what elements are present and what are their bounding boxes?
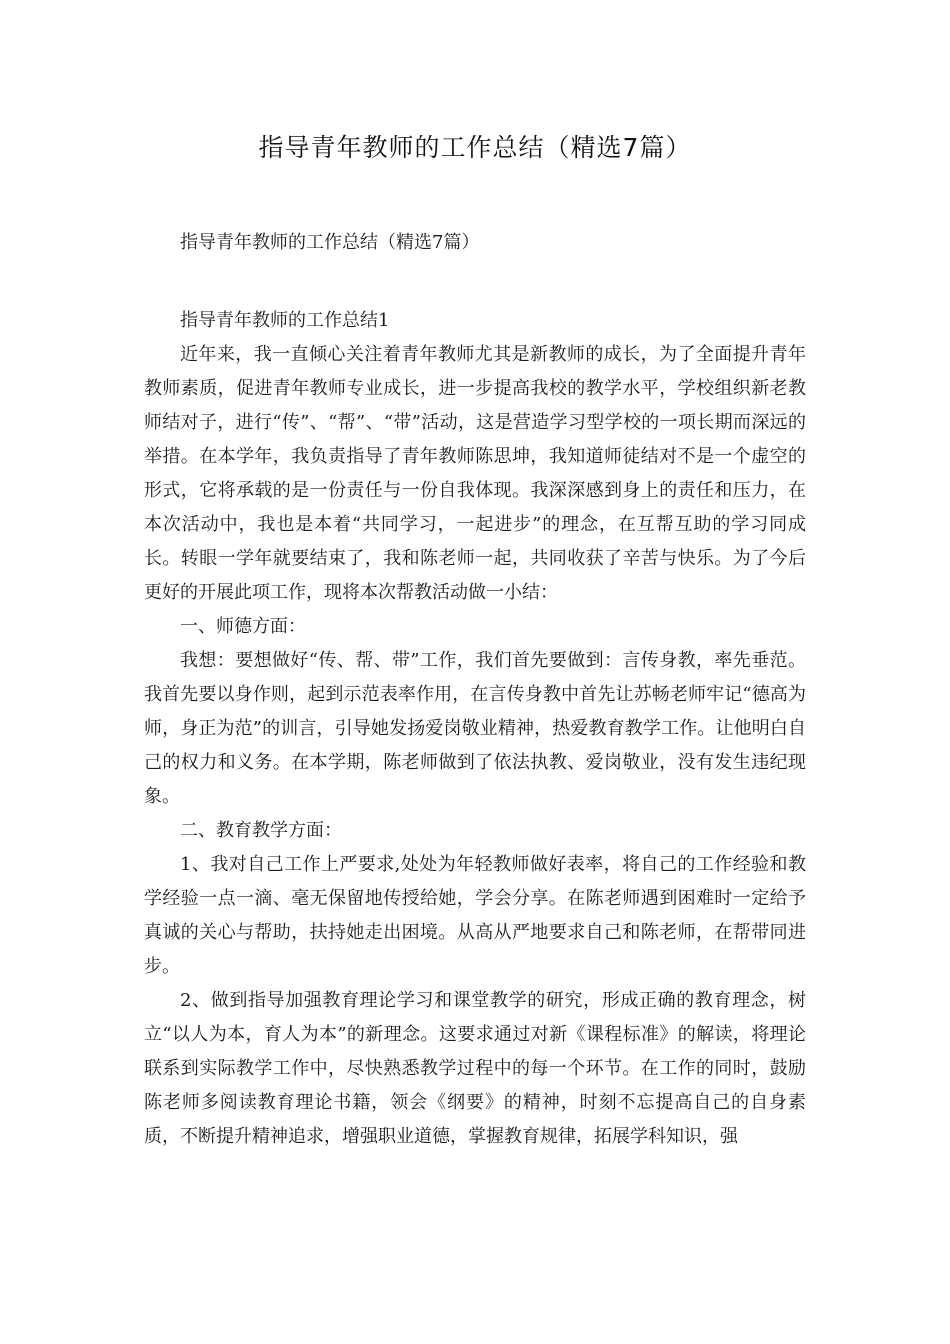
- heading-ethics: 一、师德方面：: [180, 616, 306, 637]
- document-subtitle-block: [144, 226, 806, 260]
- paragraph-teaching-2: 2、做到指导加强教育理论学习和课堂教学的研究，形成正确的教育理念，树立“以人为本，育人为本”的新理念。这要求通过对新《课程标准》的解读，将理论联系到实际教学工作中，尽快熟悉教学过程中的每一个环节。在工作的同时，鼓励陈老师多阅读教育理论书籍，领会《纲要》的精神，时刻不忘提高自己的自身素质，不断提升精神追求，增强职业道德，掌握教育规律，拓展学科知识，强: [144, 990, 806, 1147]
- section-heading: 指导青年教师的工作总结1: [180, 310, 390, 331]
- heading-teaching: 二、教育教学方面：: [180, 820, 342, 841]
- paragraph-ethics: 我想：要想做好“传、帮、带”工作，我们首先要做到：言传身教，率先垂范。我首先要以身作则，起到示范表率作用，在言传身教中首先让苏畅老师牢记“德高为师，身正为范”的训言，引导她发扬爱岗敬业精神，热爱教育教学工作。让他明白自己的权力和义务。在本学期，陈老师做到了依法执教、爱岗敬业，没有发生违纪现象。: [144, 650, 806, 807]
- section-1: [144, 304, 806, 1154]
- paragraph-teaching-1: 1、我对自己工作上严要求,处处为年轻教师做好表率，将自己的工作经验和教学经验一点一滴、毫无保留地传授给她，学会分享。在陈老师遇到困难时一定给予真诚的关心与帮助，扶持她走出困境。从高从严地要求自己和陈老师，在帮带同进步。: [144, 854, 806, 977]
- document-title: 指导青年教师的工作总结（精选7篇）: [258, 133, 692, 162]
- paragraph-intro: 近年来，我一直倾心关注着青年教师尤其是新教师的成长，为了全面提升青年教师素质，促进青年教师专业成长，进一步提高我校的教学水平，学校组织新老教师结对子，进行“传”、“帮”、“带”活动，这是营造学习型学校的一项长期而深远的举措。在本学年，我负责指导了青年教师陈思坤，我知道师徒结对不是一个虚空的形式，它将承载的是一份责任与一份自我体现。我深深感到身上的责任和压力，在本次活动中，我也是本着“共同学习，一起进步”的理念，在互帮互助的学习同成长。转眼一学年就要结束了，我和陈老师一起，共同收获了辛苦与快乐。为了今后更好的开展此项工作，现将本次帮教活动做一小结：: [144, 344, 806, 603]
- document-subtitle: 指导青年教师的工作总结（精选7篇）: [180, 232, 480, 253]
